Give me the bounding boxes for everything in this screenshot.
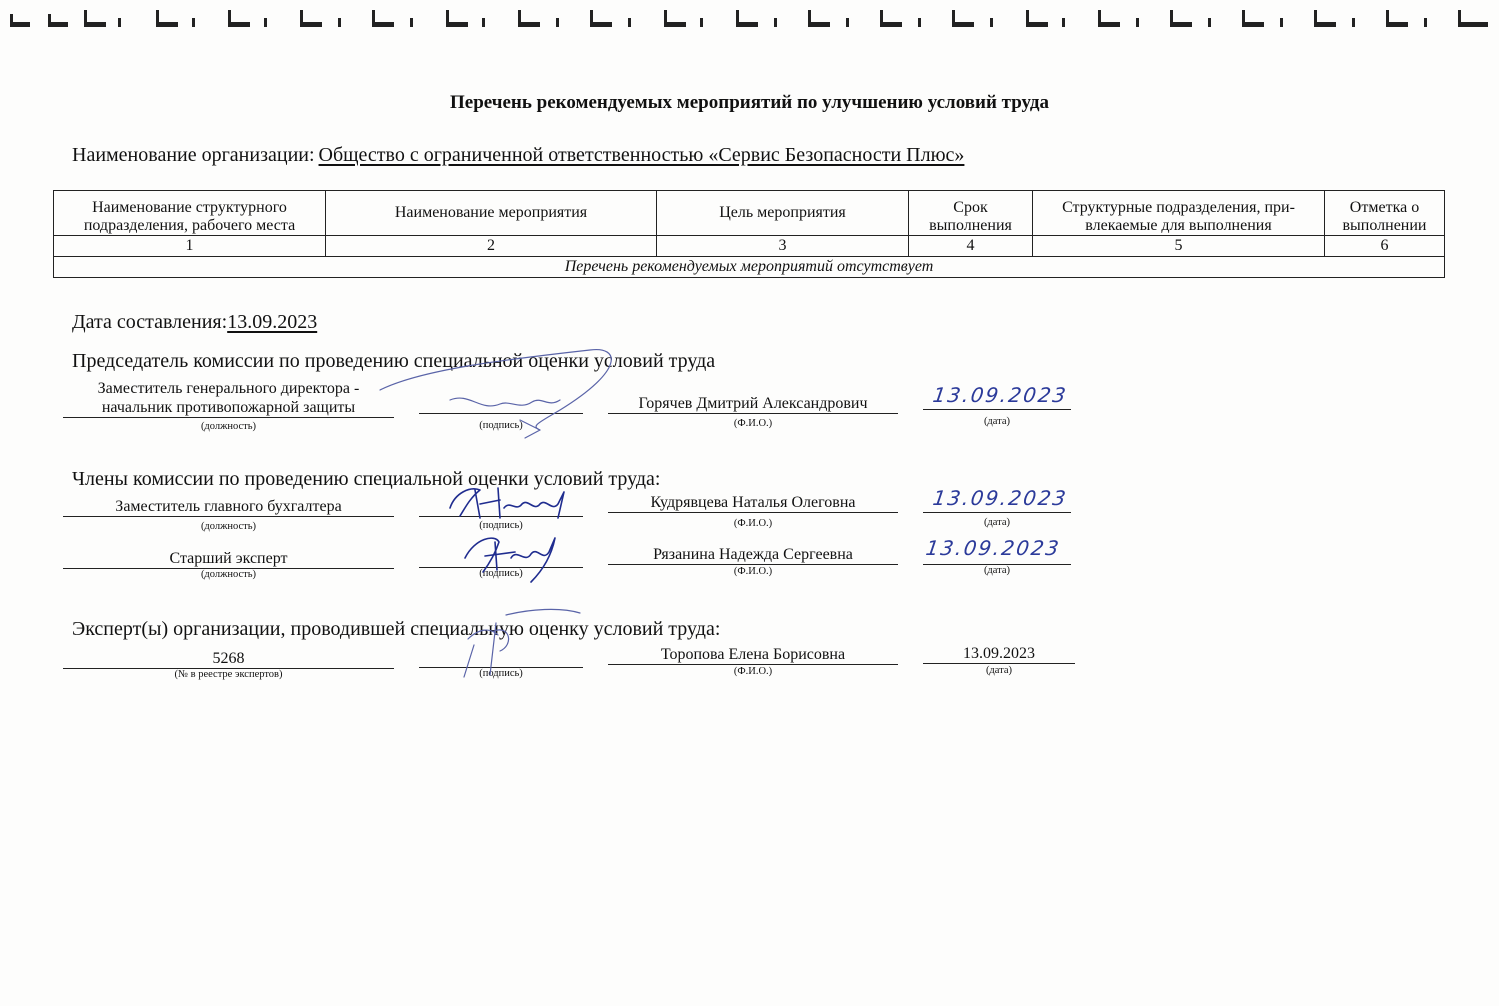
member-1-position: Заместитель главного бухгалтера: [63, 497, 394, 517]
caption-date: (дата): [983, 416, 1011, 427]
caption-position: (должность): [200, 569, 257, 580]
caption-date: (дата): [985, 665, 1013, 676]
chairman-handwritten-date: 13.09.2023: [931, 383, 1070, 407]
member-2-handwritten-date: 13.09.2023: [924, 536, 1063, 560]
chairman-name: Горячев Дмитрий Александрович: [608, 394, 898, 414]
member-2-signature: [455, 528, 565, 584]
column-number: 1: [54, 236, 326, 257]
chairman-heading: Председатель комиссии по проведению специальной оценки условий труда: [72, 350, 716, 372]
member-2-name: Рязанина Надежда Сергеевна: [608, 545, 898, 565]
caption-fio: (Ф.И.О.): [733, 418, 773, 429]
table-row: [54, 236, 1445, 257]
experts-heading: Эксперт(ы) организации, проводившей специальную оценку условий труда:: [72, 618, 721, 640]
member-1-signature: [430, 478, 590, 528]
table-row: [54, 257, 1445, 278]
table-header-cell: Наименование мероприятия: [326, 191, 657, 236]
organization-line: [72, 144, 968, 167]
organization-label: Наименование организации:: [72, 144, 315, 166]
caption-position: (должность): [200, 521, 257, 532]
compiled-date-line: [72, 311, 317, 334]
caption-date: (дата): [983, 565, 1011, 576]
column-number: 2: [326, 236, 657, 257]
caption-fio: (Ф.И.О.): [733, 518, 773, 529]
table-header-cell: Наименование структурного подразделения, рабочего места: [54, 191, 326, 236]
caption-registry: (№ в реестре экспертов): [174, 669, 283, 680]
column-number: 5: [1033, 236, 1325, 257]
compiled-date-label: Дата составления:: [72, 311, 228, 333]
caption-date: (дата): [983, 517, 1011, 528]
table-header-cell: Структурные подразделения, при-влекаемые для выполнения: [1033, 191, 1325, 236]
table-header-cell: Отметка о выполнении: [1325, 191, 1445, 236]
chairman-position: Заместитель генерального директора - начальник противопожарной защиты: [63, 379, 394, 418]
column-number: 6: [1325, 236, 1445, 257]
expert-registry-number: 5268: [63, 649, 394, 669]
measures-table: [53, 190, 1445, 278]
expert-signature: [450, 605, 590, 685]
chairman-signature: [360, 330, 640, 440]
empty-table-message: Перечень рекомендуемых мероприятий отсутствует: [54, 257, 1445, 278]
member-1-name: Кудрявцева Наталья Олеговна: [608, 493, 898, 513]
caption-signature: (подпись): [479, 420, 523, 431]
member-2-position: Старший эксперт: [63, 549, 394, 569]
binder-holes: [0, 0, 1499, 44]
table-header-cell: Срок выполнения: [909, 191, 1033, 236]
expert-date: 13.09.2023: [923, 644, 1075, 664]
caption-position: (должность): [200, 421, 257, 432]
caption-fio: (Ф.И.О.): [733, 666, 773, 677]
table-header-cell: Цель мероприятия: [657, 191, 909, 236]
compiled-date-value: 13.09.2023: [227, 311, 318, 333]
expert-name: Торопова Елена Борисовна: [608, 645, 898, 665]
table-header-row: [54, 191, 1445, 236]
member-1-handwritten-date: 13.09.2023: [931, 486, 1070, 510]
caption-signature: (подпись): [479, 668, 523, 679]
column-number: 3: [657, 236, 909, 257]
document-title: Перечень рекомендуемых мероприятий по улучшению условий труда: [450, 92, 1049, 113]
caption-fio: (Ф.И.О.): [733, 566, 773, 577]
column-number: 4: [909, 236, 1033, 257]
caption-signature: (подпись): [479, 520, 523, 531]
organization-name: Общество с ограниченной ответственностью «Сервис Безопасности Плюс»: [318, 144, 965, 166]
caption-signature: (подпись): [479, 568, 523, 579]
members-heading: Члены комиссии по проведению специальной оценки условий труда:: [72, 468, 661, 490]
